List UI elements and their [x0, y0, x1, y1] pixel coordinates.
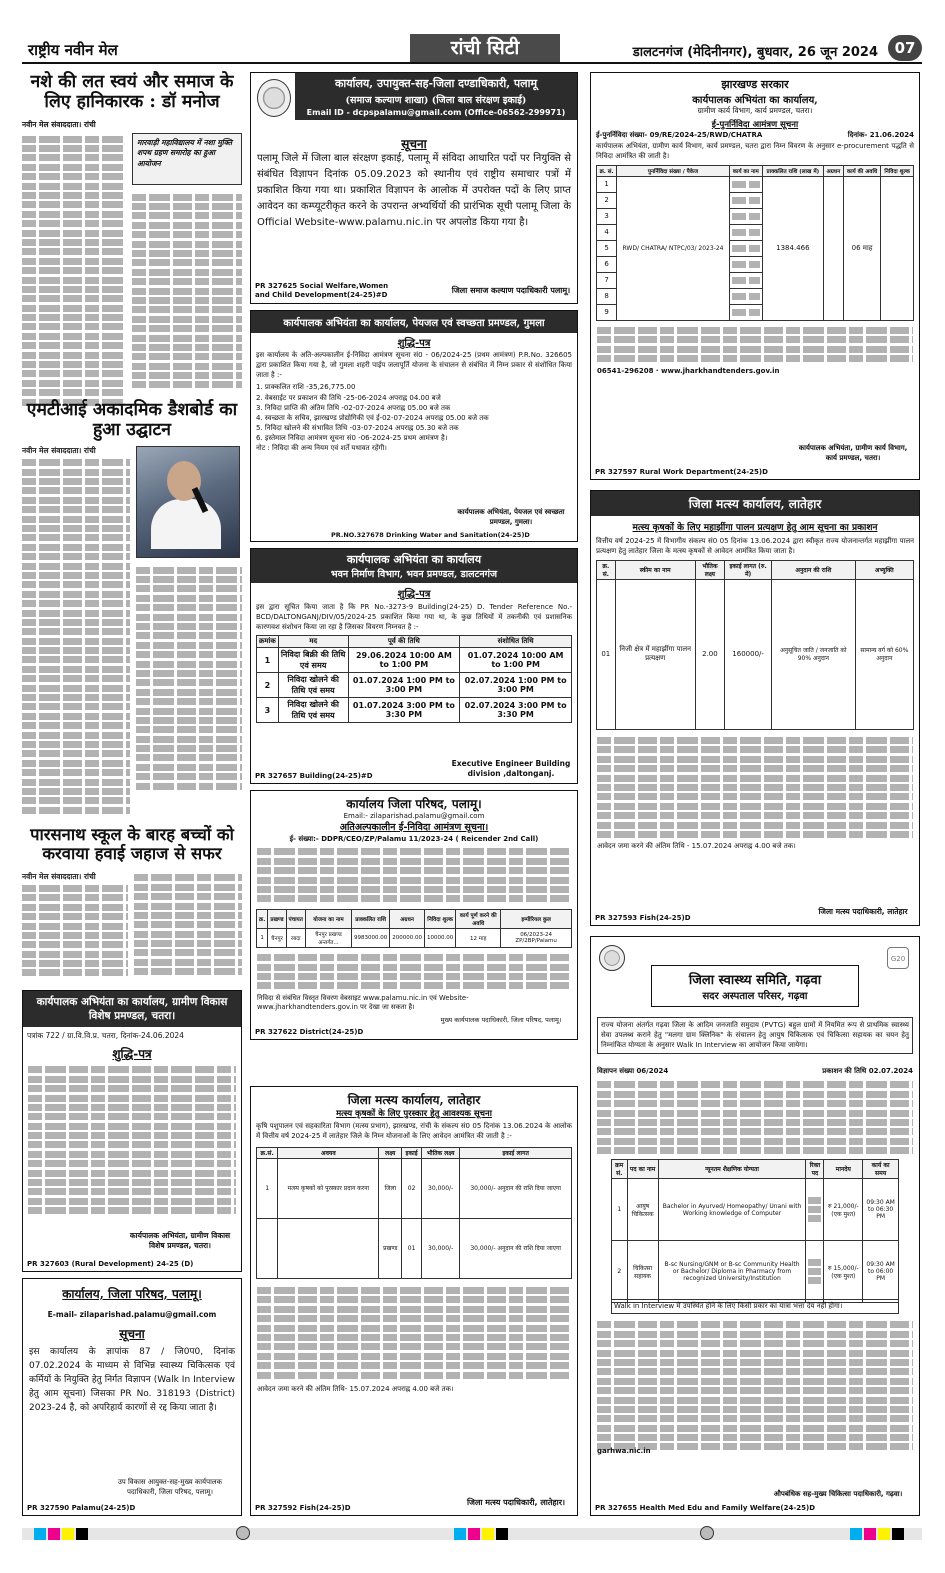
ad-walk-in-note: Walk in Interview में उपस्थित होने के लिए किसी प्रकार का यात्रा भत्ता देय नहीं होगा।: [611, 1299, 899, 1314]
ad-reference: पत्रांक 722 / ग्रा.वि.वि.प्र. चतरा, दिनांक-24.06.2024: [27, 1031, 184, 1041]
ad-pr-number: PR 327625 Social Welfare,Women and Child Development(24-25)#D: [255, 281, 389, 299]
table-cell: प्रखण्ड: [379, 1218, 402, 1278]
table-cell: 30,000/-: [422, 1218, 460, 1278]
table-header-cell: क्रमांक: [257, 636, 279, 648]
table-cell: चैनपुर: [268, 928, 286, 947]
story-headline: एमटीआई अकादमिक डैशबोर्ड का हुआ उद्घाटन: [26, 400, 238, 441]
ad-signature: जिला मत्स्य पदाधिकारी, लातेहार।: [466, 1498, 566, 1508]
prawn-table: क्र. सं. स्कीम का नाम भौतिक लक्ष्य इकाई लागत (रु. में) अनुदान की राशि अभ्युक्ति 01 निजी क्षेत्र में महाझींगा पालन प्रत्यक्षण 2.00 160000/- अनुसूचित जाति / जनजाति को 90% अनुदान सामान्य वर्ग को 60% अनुदान: [596, 560, 914, 730]
table-cell: 1: [257, 1158, 278, 1218]
ad-text: कृषि पशुपालन एवं सहकारिता विभाग (मत्स्य प्रभाग), झारखण्ड, रांची के संकल्प सं0 05 दिनांक 13.06.2024 के आलोक में वित्तीय वर्ष 2024-25 में लातेहार जिले के निम्न योजनाओं के लिए आवेदन आमंत्रित की जाती है :-: [256, 1122, 572, 1140]
revised-dates-table: [256, 635, 572, 723]
ad-list-item: 2. वेबसाईट पर प्रकाशन की तिथि -25-06-2024 अपराह्न 04.00 बजे: [256, 393, 441, 402]
ad-title: सूचना: [119, 1327, 145, 1341]
ad-list-item: 3. निविदा प्राप्ति की अंतिम तिथि -02-07-2024 अपराह्न 05.00 बजे तक: [256, 403, 451, 412]
table-cell: [729, 304, 762, 320]
ad-subheading: (समाज कल्याण शाखा) (जिला बाल संरक्षण इकाई): [345, 95, 527, 106]
table-header-cell: लक्ष्य: [379, 1147, 402, 1158]
paper-name: राष्ट्रीय नवीन मेल: [28, 41, 118, 59]
ad-pr-number: PR 327590 Palamu(24-25)D: [27, 1504, 136, 1512]
table-row: [257, 648, 572, 673]
table-header-cell: भौतिक लक्ष्य: [422, 1147, 460, 1158]
table-cell: निविदा खोलने की तिथि एवं समय: [278, 673, 348, 698]
ad-title: ई-पुनर्निविदा आमंत्रण सूचना: [711, 120, 799, 130]
table-row: [612, 1179, 899, 1241]
table-header-cell: अभ्युक्ति: [855, 560, 913, 579]
table-header-cell: मानदेय: [824, 1160, 863, 1179]
ad-pr-number: PR 327593 Fish(24-25)D: [595, 914, 691, 922]
table-cell: Bachelor in Ayurved/ Homeopathy/ Unani with Working knowledge of Computer: [658, 1179, 806, 1241]
registration-mark-icon: [236, 1526, 250, 1540]
ad-advert-number: विज्ञापन संख्या 06/2024: [597, 1067, 669, 1075]
ad-text: पलामू जिले में जिला बाल संरक्षण इकाई, पलामू में संविदा आधारित पदों पर नियुक्ति से संबंधित विज्ञापन दिनांक 05.09.2023 को स्थानीय एवं राष्ट्रीय समाचार पत्रों में प्रकाशित किया गया था। प्रकाशित विज्ञापन के आलोक में उपरोक्त पदों के लिए प्राप्त आवेदन का कम्प्यूटरीकृत करने के उपरान्त अभ्यर्थियों की प्रारंभिक सूची पलामू जिला के Official Website-www.palamu.nic.in पर अपलोड किया गया है।: [257, 153, 571, 228]
story-headline: पारसनाथ स्कूल के बारह बच्चों को करवाया हवाई जहाज से सफर: [30, 825, 234, 863]
table-cell: [806, 1179, 824, 1241]
table-header-cell: क्र.सं.: [257, 1147, 278, 1158]
table-cell: 1: [257, 648, 279, 673]
table-cell: 1: [612, 1179, 628, 1241]
ad-subheading: कार्यपालक अभियंता का कार्यालय,: [692, 95, 818, 106]
ad-subheading: भवन निर्माण विभाग, भवन प्रमण्डल, डालटनगंज: [330, 569, 498, 580]
ad-intro: इस द्वारा सूचित किया जाता है कि PR No.-3273-9 Building(24-25) D. Tender Reference No.- BCD/DALTONGANJ/DIV/05/2024-25 प्रकाशित किया गया था, के कुछ तिथियों में तकनीकी एवं प्रशासनिक कारणवश संशोधन किया जा रहा है जिसका विवरण निम्नवत है :-: [256, 603, 572, 631]
ad-list-item: 5. निविदा खोलने की संभावित तिथि -03-07-2024 अपराह्न 05.30 बजे तक: [256, 423, 459, 432]
ad-signature: मुख्य कार्यपालक पदाधिकारी, जिला परिषद, पलामू।: [440, 1016, 562, 1025]
ad-heading: जिला मत्स्य कार्यालय, लातेहार: [347, 1093, 481, 1107]
ad-list-item: 1. प्राक्कलित राशि -35,26,775.00: [256, 383, 356, 392]
table-header-cell: इकाई: [402, 1147, 422, 1158]
prawn-unit-cost: 160000/-: [725, 579, 772, 729]
ad-signature: जिला मत्स्य पदाधिकारी, लातेहार: [818, 906, 908, 916]
ad-zila-parishad-palamu-notice: [22, 1278, 242, 1516]
table-cell: निविदा बिक्री की तिथि एवं समय: [278, 648, 348, 673]
table-cell: 3: [257, 698, 279, 723]
ad-text: वित्तीय वर्ष 2024-25 में विभागीय संकल्प सं0 05 दिनांक 13.06.2024 द्वारा स्वीकृत राज्य योजनान्तर्गत महाझींगा पालन प्रत्यक्षण हेतु लातेहार जिला के मत्स्य कृषकों से आवेदन आमंत्रित किया जाता है।: [596, 537, 914, 555]
ad-heading: कार्यपालक अभियंता का कार्यालय: [346, 553, 482, 566]
table-cell: [881, 176, 914, 320]
table-cell: [729, 288, 762, 304]
table-header-cell: इकाई लागत (रु. में): [725, 560, 772, 579]
table-header-cell: प्राक्कलित राशि (लाख में): [762, 165, 823, 176]
ad-reference: ई-पुनर्निविदा संख्या- 09/RE/2024-25/RWD/CHATRA: [596, 131, 763, 139]
ad-signature: औपबंधिक सह-मुख्य चिकित्सा पदाधिकारी, गढ़वा।: [773, 1489, 903, 1498]
ad-heading: कार्यालय जिला परिषद, पलामू।: [346, 797, 482, 811]
table-cell: 1: [597, 176, 617, 192]
table-cell: 6: [597, 256, 617, 272]
ad-website: garhwa.nic.in: [597, 1447, 651, 1455]
table-header-cell: अग्रधन: [823, 165, 843, 176]
table-header-cell: कार्य का नाम: [729, 165, 762, 176]
table-cell: 9: [597, 304, 617, 320]
ad-pr-number: PR 327603 (Rural Development) 24-25 (D): [27, 1260, 194, 1268]
ad-heading: जिला मत्स्य कार्यालय, लातेहार: [591, 491, 919, 516]
table-cell: 02.07.2024 3:00 PM to 3:30 PM: [460, 698, 572, 723]
retender-table: [596, 165, 914, 321]
table-header-cell: क्र. सं.: [597, 165, 617, 176]
table-cell: निविदा खोलने की तिथि एवं समय: [278, 698, 348, 723]
ad-dc-palamu-child-protection: [250, 72, 578, 304]
ad-heading: झारखण्ड सरकार: [721, 78, 789, 91]
ad-website: www.jharkhandtenders.gov.in: [661, 366, 780, 375]
ad-fisheries-latehar-prawn: [590, 490, 920, 926]
ad-title: शुद्धि-पत्र: [397, 338, 431, 349]
table-cell: 12 माह: [456, 928, 501, 947]
story-byline: नवीन मेल संवाददाता। रांची: [22, 120, 96, 130]
table-cell: जिला: [379, 1158, 402, 1218]
story-headline: नशे की लत स्वयं और समाज के लिए हानिकारक : डॉ मनोज: [30, 72, 234, 113]
table-row: [257, 698, 572, 723]
table-header-cell: पद का नाम: [627, 1160, 658, 1179]
table-row: [612, 1241, 899, 1303]
ad-subheading: सदर अस्पताल परिसर, गढ़वा: [702, 991, 808, 1002]
ad-heading: कार्यपालक अभियंता का कार्यालय, ग्रामीण विकास विशेष प्रमण्डल, चतरा।: [23, 991, 241, 1027]
table-header-cell: क्र.: [257, 909, 268, 928]
table-header-cell: पंचायत: [286, 909, 305, 928]
story-body: [22, 133, 126, 408]
ad-jharkhand-rural-works: झारखण्ड सरकार कार्यपालक अभियंता का कार्यालय, ग्रामीण कार्य विभाग, कार्य प्रमण्डल, चतरा। ई-पुनर्निविदा आमंत्रण सूचना ई-पुनर्निविदा संख्या- 09/RE/2024-25/RWD/CHATRA दिनांक- 21.06.2024 कार्यपालक अभियंता, ग्रामीण कार्य विभाग, कार्य प्रमण्डल, चतरा द्वारा निम्न विवरण के अनुसार e-procurement पद्धति से निविदा आमंत्रित की जाती है। क्र. सं. पुनर्निविदा संख्या / पैकेज कार्य का नाम प्राक्कलित राशि (लाख में) अग्रधन कार्य की अवधि निविदा शुल्क 1 RWD/ CHATRA/ NTPC/03/ 2023-24 1384.466 06 माह 2 3 4 5 6 7 8 9 06541-296208 · www.jharkhandtenders.gov.in कार्यपालक अभियंता, ग्रामीण कार्य विभाग, कार्य प्रमण्डल, चतरा। PR 327597 Rural Work Department(24-25)D: [590, 72, 920, 480]
table-header-cell: निविदा शुल्क: [881, 165, 914, 176]
dateline: डालटनगंज (मेदिनीनगर), बुधवार, 26 जून 2024: [632, 45, 878, 60]
table-cell: 2: [597, 192, 617, 208]
ad-pr-number: PR 327597 Rural Work Department(24-25)D: [595, 468, 768, 476]
table-header-cell: इम्पीरियल कुल: [501, 909, 572, 928]
prawn-target: 2.00: [695, 579, 724, 729]
table-cell: 01.07.2024 10:00 AM to 1:00 PM: [460, 648, 572, 673]
table-cell: [729, 176, 762, 192]
table-header-cell: अग्रधन: [390, 909, 425, 928]
table-header-cell: कार्य की अवधि: [843, 165, 881, 176]
table-cell: 30,000/- अनुदान की राशि दिया जाएगा: [460, 1218, 572, 1278]
table-cell: [729, 272, 762, 288]
ad-title: शुद्धि-पत्र: [112, 1047, 152, 1062]
ad-signature: Executive Engineer Building division ,daltonganj.: [451, 758, 571, 778]
table-cell: 1: [257, 928, 268, 947]
ad-heading: जिला स्वास्थ्य समिति, गढ़वा: [688, 973, 822, 988]
ad-chatra-rural-development: [22, 990, 242, 1272]
ad-title: शुद्धि-पत्र: [397, 589, 431, 600]
ad-notice-number: ई- संख्या:- DDPR/CEO/ZP/Palamu 11/2023-24 ( Reicender 2nd Call): [289, 835, 539, 843]
table-cell: 30,000/-: [422, 1158, 460, 1218]
tender-table: [256, 909, 572, 948]
ad-website-note: निविदा से संबंधित विस्तृत विवरण वेबसाइट www.palamu.nic.in एवं Website- www.jharkhandtenders.gov.in पर देखा जा सकता है।: [257, 993, 469, 1012]
table-cell: 30,000/- अनुदान की राशि दिया जाएगा: [460, 1158, 572, 1218]
ad-email: E-mail- zilaparishad.palamu@gmail.com: [47, 1310, 217, 1319]
emblem-icon: [599, 945, 625, 971]
ad-heading: कार्यपालक अभियंता का कार्यालय, पेयजल एवं स्वच्छता प्रमण्डल, गुमला: [251, 311, 577, 333]
story-byline: नवीन मेल संवाददाता। रांची: [22, 871, 96, 881]
ad-title: मत्स्य कृषकों के लिए पुरस्कार हेतु आवश्यक सूचना: [336, 1109, 492, 1119]
ad-heading: कार्यालय, उपायुक्त-सह-जिला दण्डाधिकारी, पलामू: [334, 77, 538, 90]
table-row: [257, 673, 572, 698]
table-header-cell: योजना का नाम: [305, 909, 351, 928]
speaker-photo: [136, 446, 240, 558]
ad-pr-number: PR 327622 District(24-25)D: [255, 1028, 364, 1036]
ad-garhwa-health-committee: [590, 936, 920, 1516]
table-header-cell: मद: [278, 636, 348, 648]
table-cell: रबदा: [286, 928, 305, 947]
ad-signature: उप विकास आयुक्त-सह-मुख्य कार्यपालक पदाधिकारी, जिला परिषद, पलामू।: [117, 1478, 223, 1496]
ad-note: नोट : निविदा की अन्य नियम एवं शर्तें यथावत रहेंगी।: [256, 444, 387, 453]
table-header-cell: निविदा शुल्क: [424, 909, 455, 928]
ad-pr-number: PR 327655 Health Med Edu and Family Welfare(24-25)D: [595, 1504, 816, 1512]
table-header-cell: पुनर्निविदा संख्या / पैकेज: [617, 165, 730, 176]
story-quote: मारवाड़ी महाविद्यालय में नशा मुक्ति शपथ ग्रहण समारोह का हुआ आयोजन: [132, 133, 242, 185]
ad-list-item: 4. स्वच्छता के सचिव, झारखण्ड प्रोद्योगिकी एवं ई-02-07-2024 अपराह्न 05.00 बजे तक: [256, 413, 489, 422]
table-row: [257, 1218, 572, 1278]
story-byline: नवीन मेल संवाददाता। रांची: [22, 446, 96, 456]
ad-daltonganj-building: [250, 548, 578, 784]
table-header-cell: क्र. सं.: [597, 560, 616, 579]
ad-last-date: आवेदन जमा करने की अंतिम तिथि- 15.07.2024 अपराह्न 4.00 बजे तक।: [257, 1384, 454, 1393]
ad-title: सूचना: [401, 137, 427, 151]
table-cell: आयुष चिकित्सक: [627, 1179, 658, 1241]
table-cell: [729, 224, 762, 240]
ad-date: दिनांक- 21.06.2024: [847, 131, 914, 139]
table-cell: 5: [597, 240, 617, 256]
table-cell: 09:30 AM to 06:30 PM: [863, 1179, 899, 1241]
table-header-cell: स्कीम का नाम: [615, 560, 695, 579]
masthead: [22, 34, 922, 64]
ad-zila-parishad-palamu-tender: [250, 790, 578, 1040]
page-number: 07: [888, 35, 922, 61]
section-title: रांची सिटी: [410, 34, 560, 62]
award-table: [256, 1147, 572, 1279]
table-header-cell: कार्य पूर्ण करने की अवधि: [456, 909, 501, 928]
table-header-cell: न्यूनतम शैक्षणिक योग्यता: [658, 1160, 806, 1179]
ad-intro: कार्यपालक अभियंता, ग्रामीण कार्य विभाग, कार्य प्रमण्डल, चतरा द्वारा निम्न विवरण के अनुसार e-procurement पद्धति से निविदा आमंत्रित की जाती है।: [596, 142, 914, 160]
table-cell: [729, 256, 762, 272]
table-cell: 29.06.2024 10:00 AM to 1:00 PM: [348, 648, 460, 673]
table-cell: 200000.00: [390, 928, 425, 947]
table-header-cell: अवयव: [278, 1147, 379, 1158]
table-cell: 1384.466: [762, 176, 823, 320]
ad-heading: कार्यालय, जिला परिषद, पलामू।: [62, 1287, 202, 1301]
table-cell: [729, 208, 762, 224]
table-header-cell: इकाई लागत: [460, 1147, 572, 1158]
table-cell: 06 माह: [843, 176, 881, 320]
ad-phone: 06541-296208: [597, 366, 654, 375]
table-cell: RWD/ CHATRA/ NTPC/03/ 2023-24: [617, 176, 730, 320]
ad-signature: कार्यपालक अभियंता, ग्रामीण कार्य विभाग, कार्य प्रमण्डल, चतरा।: [798, 444, 908, 462]
table-cell: 09:30 AM to 06:00 PM: [863, 1241, 899, 1303]
table-cell: [729, 192, 762, 208]
table-cell: 02: [402, 1158, 422, 1218]
ad-pr-number: PR 327592 Fish(24-25)D: [255, 1504, 351, 1512]
ad-pr-number: PR 327657 Building(24-25)#D: [255, 772, 373, 780]
table-cell: 02.07.2024 1:00 PM to 3:00 PM: [460, 673, 572, 698]
ad-subheading-2: ग्रामीण कार्य विभाग, कार्य प्रमण्डल, चतरा।: [697, 106, 813, 115]
table-cell: 4: [597, 224, 617, 240]
table-row: [257, 1158, 572, 1218]
ad-items-list: [251, 382, 577, 443]
table-cell: 9983000.00: [351, 928, 389, 947]
vacancy-table: [611, 1159, 899, 1303]
table-header-cell: रिक्त पद: [806, 1160, 824, 1179]
ad-gumla-drinking-water: [250, 310, 578, 542]
ad-signature: जिला समाज कल्याण पदाधिकारी पलामू।: [451, 286, 571, 296]
story-nasha: [22, 72, 242, 393]
table-header-cell: क्रम सं.: [612, 1160, 628, 1179]
emblem-icon: [257, 79, 291, 117]
ad-signature: कार्यपालक अभियंता, ग्रामीण विकास विशेष प्रमण्डल, चतरा।: [129, 1230, 231, 1250]
table-cell: 8: [597, 288, 617, 304]
ad-list-item: 6. इस्तेमाल निविदा आमंत्रण सूचना सं0 -06-2024-25 प्रथम आमंत्रण है।: [256, 434, 448, 443]
registration-mark-icon: [700, 1526, 714, 1540]
table-header-cell: प्राक्कलित राशि: [351, 909, 389, 928]
table-cell: 06/2023-24 ZP/2BP/Palamu: [501, 928, 572, 947]
table-cell: [278, 1218, 379, 1278]
ad-last-date: आवेदन जमा करने की अंतिम तिथि - 15.07.2024 अपराह्न 4.00 बजे तक।: [597, 842, 796, 851]
table-cell: 01: [402, 1218, 422, 1278]
g20-logo-icon: G20: [887, 947, 909, 969]
ad-intro: इस कार्यालय के अति-अल्पकालीन ई-निविदा आमंत्रण सूचना सं0 - 06/2024-25 (प्रथम आमंत्रण) P.R.No. 326605 द्वारा प्रकाशित किया गया है, जो गुमला शहरी पाईप जलापूर्ति योजना के संचालन से संबंधित में निम्न प्रकार से संशोधित किया जाता है :-: [256, 351, 572, 379]
table-cell: 3: [597, 208, 617, 224]
table-cell: 01.07.2024 3:00 PM to 3:30 PM: [348, 698, 460, 723]
table-row: [597, 176, 914, 192]
ad-text: इस कार्यालय के ज्ञापांक 87 / जि0प0, दिनांक 07.02.2024 के माध्यम से विभिन्न स्वास्थ्य चिकित्सक एवं कर्मियों के नियुक्ति हेतु निर्गत विज्ञापन (Walk In Interview हेतु आम सूचना) जिसका PR No. 318193 (District) 2023-24 है, को अपरिहार्य कारणों से रद्द किया जाता है।: [29, 1347, 235, 1413]
table-cell: मत्स्य कृषकों को पुरस्कार प्रदान करना: [278, 1158, 379, 1218]
table-cell: 01.07.2024 1:00 PM to 3:00 PM: [348, 673, 460, 698]
ad-signature: कार्यपालक अभियंता, पेयजल एवं स्वच्छता प्रमण्डल, गुमला।: [457, 508, 565, 526]
table-cell: B-sc Nursing/GNM or B-sc Community Health or Bachelor/ Diploma in Pharmacy from recognized University/Institution: [658, 1241, 806, 1303]
table-header-cell: संशोधित तिथि: [460, 636, 572, 648]
table-cell: [806, 1241, 824, 1303]
table-header-cell: प्रखण्ड: [268, 909, 286, 928]
ad-intro: राज्य योजना अंतर्गत गढ़वा जिला के आदिम जनजाति समुदाय (PVTG) बहुल ग्रामों में नियमित रूप से प्राथमिक स्वास्थ्य सेवा उपलब्ध कराने हेतु "मलगा ग्राम क्लिनिक" के संचालन हेतु आयुष चिकित्सक एवं चिकित्सा सहायक का चयन हेतु निम्नांकित योग्यता के अनुसार Walk In Interview का आयोजन किया जायेगा।: [597, 1017, 913, 1054]
table-cell: चैनपुर प्रखण्ड अन्तर्गत...: [305, 928, 351, 947]
ad-title: अतिअल्पकालीन ई-निविदा आमंत्रण सूचना।: [339, 822, 489, 833]
ad-fisheries-latehar-award: [250, 1086, 578, 1516]
table-cell: 10000.00: [424, 928, 455, 947]
table-cell: [729, 240, 762, 256]
table-cell: [823, 176, 843, 320]
table-cell: 2: [257, 673, 279, 698]
table-header-cell: अनुदान की राशि: [772, 560, 856, 579]
table-header-cell: भौतिक लक्ष्य: [695, 560, 724, 579]
table-cell: रु 15,000/- (एक मुश्त): [824, 1241, 863, 1303]
table-cell: 2: [612, 1241, 628, 1303]
table-cell: चिकित्सा सहायक: [627, 1241, 658, 1303]
table-cell: 7: [597, 272, 617, 288]
ad-email: Email ID - dcpspalamu@gmail.com (Office-06562-299971): [306, 108, 566, 117]
ad-email: Email:- zilaparishad.palamu@gmail.com: [343, 812, 485, 820]
story-mti: [22, 400, 242, 816]
story-parasnath: [22, 826, 242, 978]
ad-publish-date: प्रकाशन की तिथि 02.07.2024: [822, 1067, 913, 1075]
table-header-cell: कार्य का समय: [863, 1160, 899, 1179]
table-cell: [257, 1218, 278, 1278]
table-cell: रु 21,000/- (एक मुश्त): [824, 1179, 863, 1241]
ad-pr-number: PR.NO.327678 Drinking Water and Sanitation(24-25)D: [331, 531, 530, 539]
table-header-cell: पूर्व की तिथि: [348, 636, 460, 648]
ad-title: मत्स्य कृषकों के लिए महाझींगा पालन प्रत्यक्षण हेतु आम सूचना का प्रकाशन: [632, 523, 878, 533]
